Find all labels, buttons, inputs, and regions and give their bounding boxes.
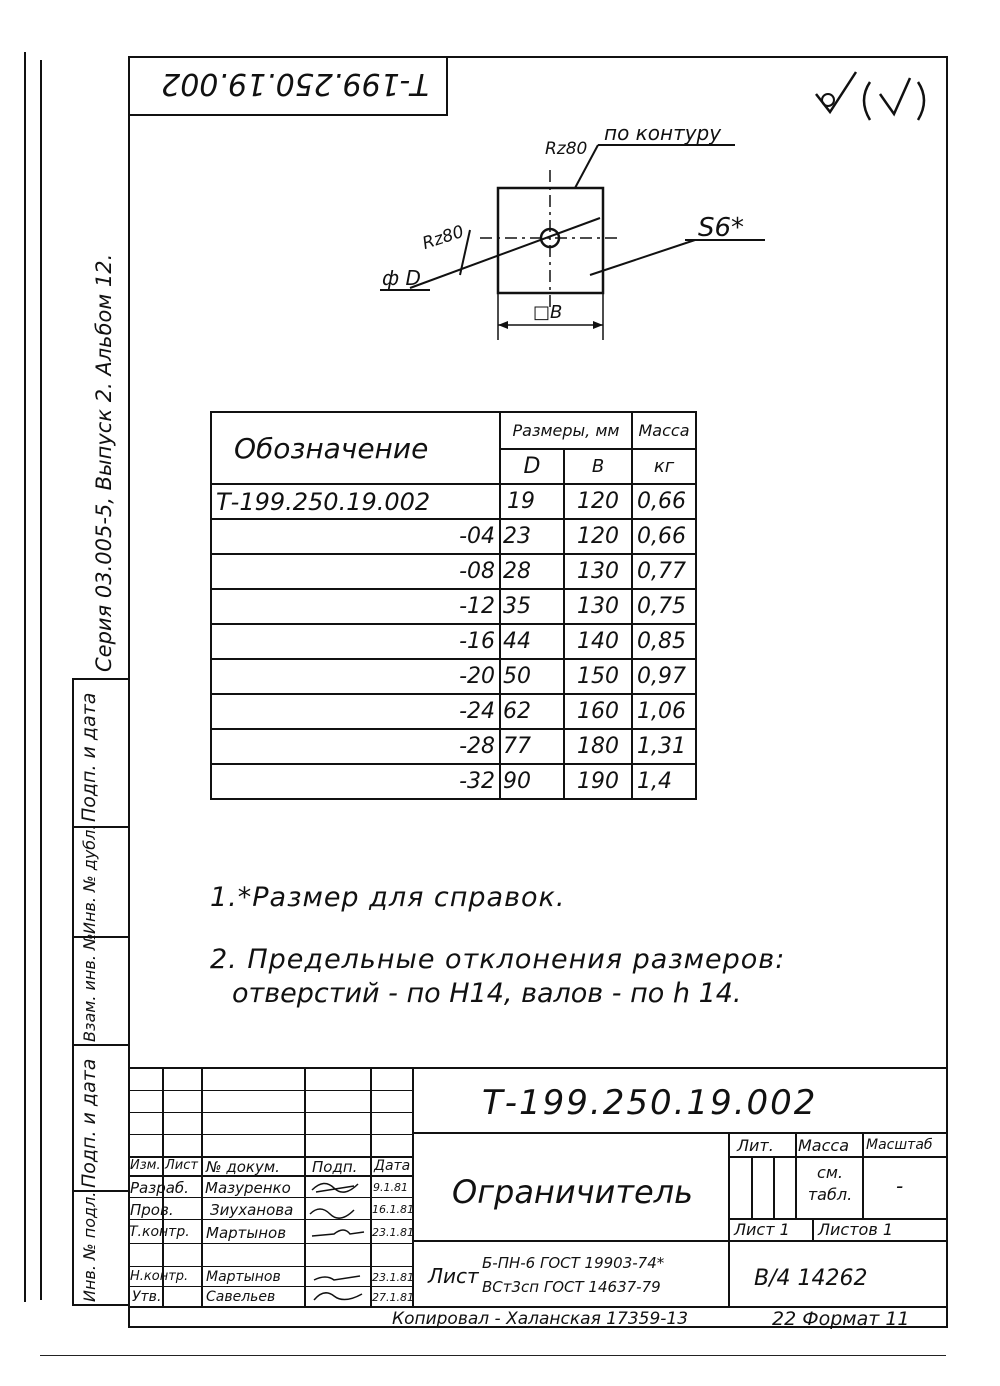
label-diameter: ф D [382, 266, 421, 290]
cell-designation: -16 [211, 624, 500, 659]
table-row [211, 764, 696, 799]
cell-d: 90 [500, 764, 564, 799]
tb-head-sign: Подп. [312, 1158, 358, 1176]
cell-b: 190 [564, 764, 632, 799]
tb-name: Зиуханова [210, 1201, 294, 1219]
tb-head-doc: № докум. [206, 1158, 280, 1176]
tb-sheet: Лист 1 [734, 1220, 790, 1239]
cell-d: 28 [500, 554, 564, 589]
tb-material-line-1: Б-ПН-6 ГОСТ 19903-74* [482, 1254, 665, 1272]
cell-d: 44 [500, 624, 564, 659]
cell-designation: -12 [211, 589, 500, 624]
cell-mass: 1,31 [632, 729, 696, 764]
cell-d: 19 [500, 484, 564, 519]
label-rz-top: Rz80 [545, 139, 588, 159]
tb-v2 [201, 1067, 203, 1307]
frame-left-line [40, 60, 42, 1300]
label-contour: по контуру [604, 121, 722, 145]
tb-doc-number: Т-199.250.19.002 [482, 1083, 818, 1123]
stamp-label-inv-podl: Инв. № подл. [80, 1191, 99, 1302]
signatures [304, 1176, 370, 1306]
stamp-div-6 [72, 1304, 130, 1306]
tb-scale-value: - [896, 1174, 904, 1198]
cell-mass: 0,85 [632, 624, 696, 659]
tb-date: 16.1.81 [372, 1203, 414, 1216]
tb-name: Мазуренко [205, 1179, 291, 1197]
table-row [211, 519, 696, 554]
stamp-div-4 [72, 1044, 130, 1046]
tb-mass-left [795, 1132, 797, 1218]
tb-material-line-2: ВСт3сп ГОСТ 14637-79 [482, 1278, 661, 1296]
cell-d: 35 [500, 589, 564, 624]
tb-date: 9.1.81 [373, 1181, 408, 1194]
table-row [211, 659, 696, 694]
cell-b: 160 [564, 694, 632, 729]
table-row [211, 554, 696, 589]
cell-mass: 0,97 [632, 659, 696, 694]
header-mass: Масса [632, 412, 696, 449]
header-designation: Обозначение [211, 412, 500, 484]
note-1: 1.*Размер для справок. [210, 882, 566, 913]
tb-lit: Лит. [737, 1136, 774, 1155]
stamp-label-vzam: Взам. инв. № [80, 933, 99, 1042]
cell-designation: -08 [211, 554, 500, 589]
tb-h1 [128, 1090, 412, 1091]
cell-mass: 0,75 [632, 589, 696, 624]
tb-material-prefix: Лист [428, 1264, 479, 1288]
tb-lit-line [728, 1156, 948, 1158]
cell-d: 50 [500, 659, 564, 694]
stamp-column-left [72, 678, 74, 1306]
tb-role: Утв. [132, 1289, 162, 1305]
cell-b: 150 [564, 659, 632, 694]
cell-d: 23 [500, 519, 564, 554]
tb-h2 [128, 1112, 412, 1113]
tb-lit-c1 [751, 1156, 753, 1218]
tb-scale-left [862, 1132, 864, 1218]
tb-role: Т.контр. [129, 1224, 190, 1240]
cell-b: 130 [564, 554, 632, 589]
tb-name: Мартынов [206, 1224, 287, 1242]
footer-copied: Копировал - Халанская 17359-13 [392, 1309, 689, 1329]
tb-mass-value: см. табл. [807, 1163, 853, 1204]
stamp-div-1 [72, 678, 130, 680]
header-d: D [500, 449, 564, 485]
cell-designation: -32 [211, 764, 500, 799]
table-row [211, 729, 696, 764]
page-edge-line [40, 1355, 946, 1356]
cell-b: 130 [564, 589, 632, 624]
title-block-top [128, 1067, 948, 1069]
cell-designation: Т-199.250.19.002 [211, 484, 500, 519]
note-2-line-1: 2. Предельные отклонения размеров: [210, 944, 786, 975]
tb-sheets-sep [812, 1218, 814, 1240]
cell-d: 77 [500, 729, 564, 764]
table-row [211, 694, 696, 729]
tb-lit-c2 [773, 1156, 775, 1218]
tb-scale: Масштаб [866, 1137, 933, 1153]
cell-mass: 0,66 [632, 484, 696, 519]
footer-format: 22 Формат 11 [772, 1308, 910, 1330]
note-2-line-2: отверстий - по Н14, валов - по h 14. [232, 978, 742, 1009]
tb-mass: Масса [798, 1136, 850, 1155]
tb-date: 23.1.81 [372, 1271, 414, 1284]
table-row [211, 484, 696, 519]
rotated-drawing-number: Т-199.250.19.002 [161, 66, 429, 101]
tb-role: Пров. [130, 1201, 174, 1219]
cell-b: 120 [564, 484, 632, 519]
label-width: □B [533, 302, 563, 323]
label-thickness: S6* [698, 213, 745, 243]
cell-mass: 1,06 [632, 694, 696, 729]
cell-mass: 0,66 [632, 519, 696, 554]
outer-left-border [24, 52, 26, 1302]
header-sizes: Размеры, мм [500, 412, 632, 449]
cell-designation: -20 [211, 659, 500, 694]
table-row [211, 589, 696, 624]
roughness-symbol [810, 64, 940, 134]
cell-mass: 0,77 [632, 554, 696, 589]
tb-part-name: Ограничитель [452, 1173, 693, 1211]
series-label: Серия 03.005-5, Выпуск 2. Альбом 12. [92, 253, 116, 672]
tb-name: Савельев [206, 1289, 276, 1305]
cell-d: 62 [500, 694, 564, 729]
frame-inner-left [128, 58, 130, 1328]
stamp-label-sign-date-1: Подп. и дата [78, 692, 100, 822]
stamp-label-inv-dubl: Инв. № дубл. [80, 824, 99, 934]
header-unit: кг [632, 449, 696, 485]
cell-designation: -24 [211, 694, 500, 729]
cell-b: 120 [564, 519, 632, 554]
tb-date: 27.1.81 [372, 1291, 414, 1304]
cell-designation: -04 [211, 519, 500, 554]
tb-role: Н.контр. [130, 1269, 189, 1284]
tb-sheets: Листов 1 [818, 1220, 894, 1239]
cell-b: 180 [564, 729, 632, 764]
tb-name-bottom [412, 1240, 948, 1242]
header-b: В [564, 449, 632, 485]
tb-h3 [128, 1134, 412, 1135]
tb-head-list: Лист [165, 1158, 198, 1173]
tb-archive: В/4 14262 [754, 1266, 868, 1291]
tb-head-date: Дата [374, 1158, 411, 1174]
spec-table [210, 411, 697, 800]
table-row [211, 624, 696, 659]
tb-name: Мартынов [206, 1269, 281, 1285]
tb-head-izm: Изм. [130, 1158, 161, 1173]
label-rz-left: Rz80 [419, 221, 467, 255]
tb-role: Разраб. [130, 1179, 189, 1197]
frame-right [946, 56, 948, 1326]
cell-mass: 1,4 [632, 764, 696, 799]
tb-date: 23.1.81 [372, 1226, 414, 1239]
cell-b: 140 [564, 624, 632, 659]
tb-doc-bottom [412, 1132, 948, 1134]
stamp-label-sign-date-2: Подп. и дата [78, 1058, 100, 1188]
cell-designation: -28 [211, 729, 500, 764]
